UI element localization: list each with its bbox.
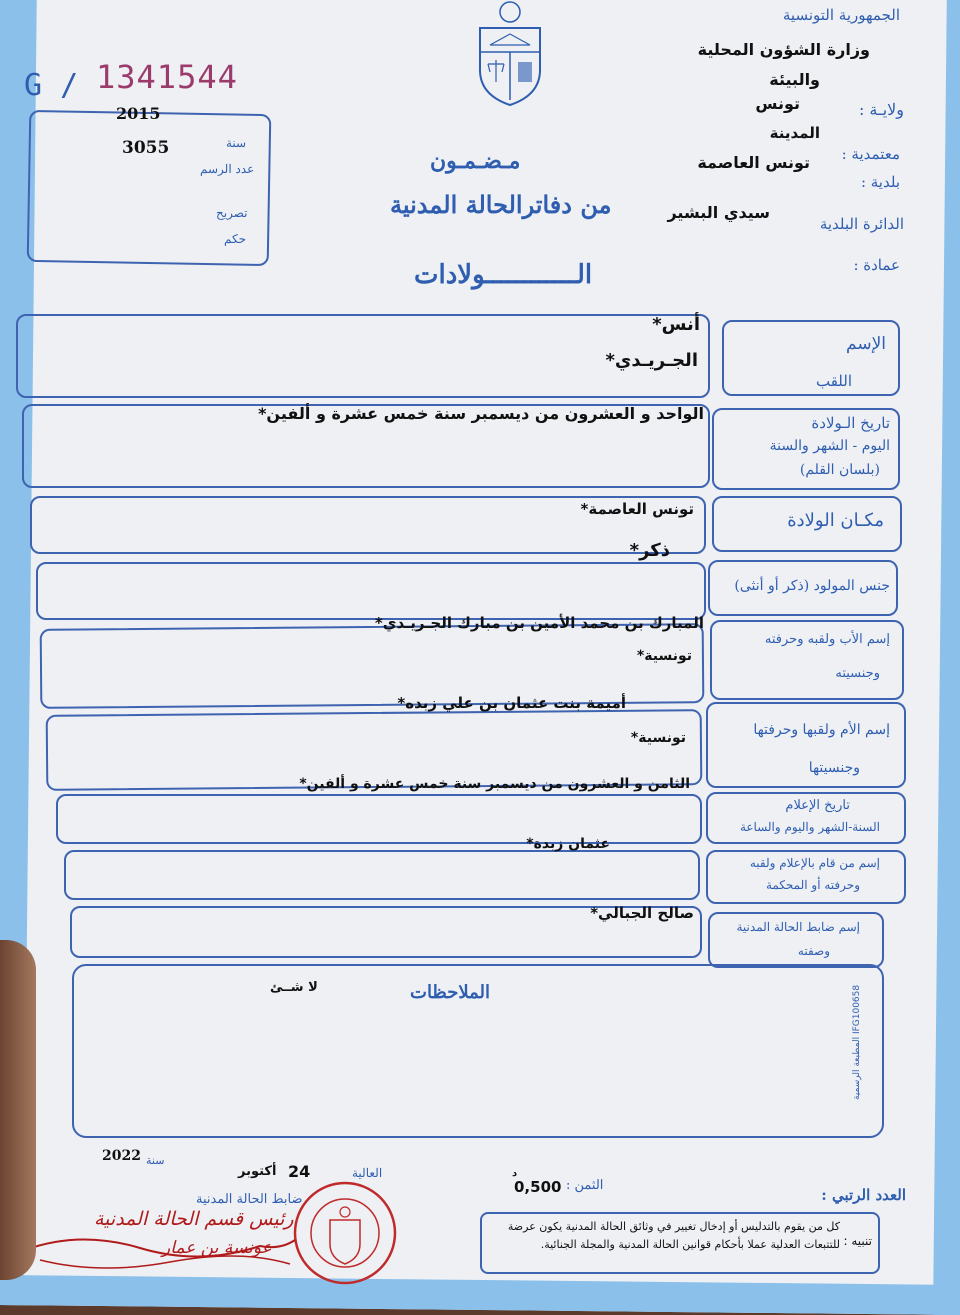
baladia-label: بلدية : [860, 173, 900, 191]
footer-year-value: 2022 [102, 1148, 141, 1164]
birthdate-label-3: (بلسان القلم) [799, 462, 880, 478]
title-line-3: الــــــــــــولادات [414, 260, 593, 290]
daira-value: سيدي البشير [667, 203, 770, 222]
title-line-2: من دفاترالحالة المدنية [390, 190, 612, 219]
sex-label: جنس المولود (ذكر أو أنثى) [734, 578, 890, 594]
surname-label: اللقب [815, 372, 852, 390]
sex-value: ذكر* [629, 540, 670, 561]
sex-value-box [36, 562, 706, 620]
wilaya-label: ولايـة : [858, 100, 904, 119]
motamadia-label: معتمدية : [841, 145, 900, 163]
declare-date-value: الثامن و العشرون من ديسمبر سنة خمس عشرة و ألفين* [299, 776, 690, 792]
mother-label-1: إسم الأم ولقبها وحرفتها [753, 722, 890, 738]
officer-label-2: وصفته [797, 944, 830, 958]
footer-price-value: 0,500 [514, 1178, 562, 1196]
registry-year-value: 2015 [116, 104, 161, 123]
footer-price-unit: د [512, 1168, 518, 1179]
registry-year-label: سنة [226, 136, 247, 150]
ministry-header-2: والبيئة [769, 70, 820, 89]
declarant-value-box [64, 850, 700, 900]
officer-label-1: إسم ضابط الحالة المدنية [736, 920, 860, 934]
surname-value: الجـريـدي* [605, 350, 698, 371]
registry-number-value: 3055 [122, 138, 170, 158]
signature [20, 1220, 300, 1280]
footer-price-label: الثمن : [566, 1178, 604, 1193]
footer-place-label: العالية [352, 1166, 383, 1180]
footer-ordinal-label: العدد الرتبي : [821, 1186, 906, 1204]
motamadia-value: تونس العاصمة [697, 153, 810, 172]
stamp-line-2: عونسة بن عمار [162, 1238, 272, 1258]
birthdate-label-1: تاريخ الـولادة [811, 414, 890, 432]
serial-number: 1341544 [96, 58, 238, 96]
footer-day-value: 24 [288, 1162, 311, 1181]
father-label-1: إسم الأب ولقبه وحرفته [764, 632, 890, 647]
medina-value: المدينة [769, 124, 820, 142]
mother-label-box [706, 702, 906, 788]
warning-text: كل من يقوم بالتدليس أو إدخال تغيير في وثائق الحالة المدنية يكون عرضة للتتبعات العدلية عملا بأحكام قوانين الحالة المدنية والمجلة الجنائية. [507, 1220, 840, 1251]
notes-value: لا شــئ [270, 980, 318, 995]
stamp-line-1: رئيس قسم الحالة المدنية [94, 1208, 294, 1230]
footer-year-label: سنة [146, 1154, 165, 1167]
official-round-stamp [290, 1178, 400, 1288]
registry-number-label: عدد الرسم [200, 162, 255, 176]
father-value: المبارك بن محمد الأمين بن مبارك الجـريـدي* [374, 614, 704, 632]
father-nationality: تونسية* [636, 648, 692, 664]
declarant-value: عثمان زبدة* [526, 836, 610, 852]
mother-nationality: تونسية* [630, 730, 686, 746]
birthdate-label-2: اليوم - الشهر والسنة [769, 438, 890, 454]
printer-mark: المطبعة الرسمية IFG100658 [852, 984, 862, 1100]
registry-declaration-label: تصريح [216, 206, 248, 220]
finger-shadow [0, 940, 36, 1280]
coat-of-arms-emblem [470, 0, 550, 110]
declare-date-label-1: تاريخ الإعلام [785, 798, 850, 813]
declare-date-label-2: السنة-الشهر واليوم والساعة [739, 820, 880, 834]
footer-month-value: أكتوبر [238, 1164, 277, 1179]
omada-label: عمادة : [853, 256, 900, 274]
father-label-2: وجنسيته [835, 666, 880, 681]
footer-officer-title: ضابط الحالة المدنية [196, 1192, 303, 1207]
registry-judgment-label: حكم [224, 232, 247, 246]
declarant-label-1: إسم من قام بالإعلام ولقبه [749, 856, 880, 870]
mother-label-2: وجنسيتها [808, 760, 860, 776]
serial-prefix: G / [24, 68, 79, 103]
warning-label: تنبيه : [843, 1234, 872, 1248]
birthplace-label: مكـان الولادة [787, 510, 884, 531]
title-line-1: مـضـمـون [430, 148, 521, 174]
ministry-header: وزارة الشؤون المحلية [697, 40, 870, 59]
mother-value: أميمة بنت عثمان بن علي زبده* [397, 694, 626, 712]
wilaya-value: تونس [755, 94, 800, 113]
notes-label: الملاحظات [410, 982, 490, 1003]
declarant-label-2: وحرفته أو المحكمة [765, 878, 860, 892]
name-label: الإسم [846, 334, 886, 354]
republic-header: الجمهورية التونسية [782, 6, 900, 24]
birthplace-value: تونس العاصمة* [580, 500, 694, 518]
daira-label: الدائرة البلدية [819, 215, 904, 233]
name-value: أنس* [652, 314, 700, 335]
officer-value: صالح الجبالي* [590, 904, 694, 922]
birthdate-value: الواحد و العشرون من ديسمبر سنة خمس عشرة و ألفين* [258, 404, 704, 423]
name-label-box [722, 320, 900, 396]
